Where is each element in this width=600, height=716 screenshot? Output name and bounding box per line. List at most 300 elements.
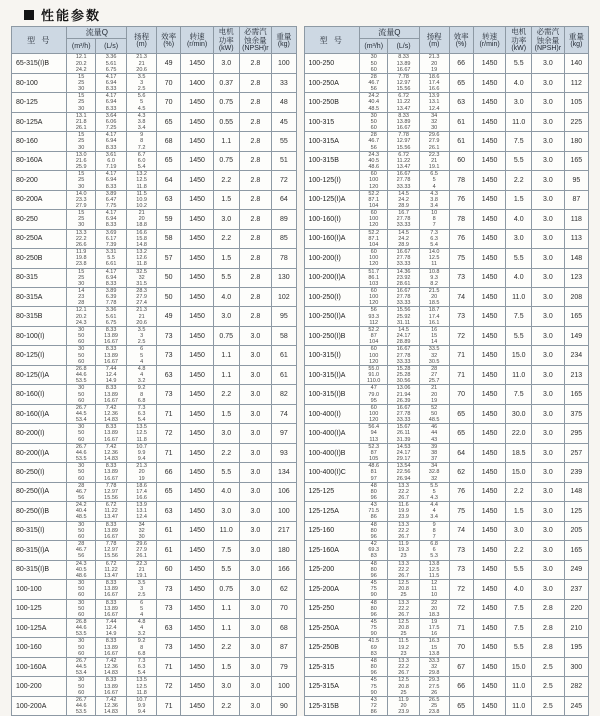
efficiency-cell: 73 bbox=[157, 638, 181, 657]
npsh-cell: 3.0 bbox=[239, 618, 272, 637]
flow-ls-cell: 11.6 19.9 23.9 bbox=[388, 502, 419, 521]
npsh-cell: 3.0 bbox=[239, 657, 272, 676]
head-cell: 21.3 20 19 bbox=[419, 54, 449, 73]
efficiency-cell: 74 bbox=[449, 521, 473, 540]
flow-ls-cell: 3.36 5.61 6.75 bbox=[95, 54, 126, 73]
weight-cell: 257 bbox=[564, 443, 588, 462]
speed-cell: 1450 bbox=[181, 443, 214, 462]
col-head: 扬程 (m) bbox=[127, 27, 157, 54]
flow-m3h-cell: 52.2 87.1 104 bbox=[359, 229, 387, 248]
head-cell: 4.4 4 3.4 bbox=[419, 502, 449, 521]
model-cell: 125-315B bbox=[304, 696, 359, 715]
weight-cell: 195 bbox=[564, 638, 588, 657]
weight-cell: 237 bbox=[564, 580, 588, 599]
speed-cell: 1450 bbox=[181, 268, 214, 287]
power-cell: 7.5 bbox=[506, 599, 532, 618]
efficiency-cell: 61 bbox=[157, 521, 181, 540]
model-cell: 100-160A bbox=[12, 657, 67, 676]
npsh-cell: 3.0 bbox=[239, 541, 272, 560]
model-cell: 125-160 bbox=[304, 521, 359, 540]
weight-cell: 148 bbox=[564, 249, 588, 268]
npsh-cell: 2.8 bbox=[239, 249, 272, 268]
flow-ls-cell: 7.78 12.97 15.56 bbox=[388, 132, 419, 151]
model-cell: 125-315A bbox=[304, 677, 359, 696]
head-cell: 13.2 12.6 11.8 bbox=[127, 249, 157, 268]
speed-cell: 1450 bbox=[181, 171, 214, 190]
efficiency-cell: 63 bbox=[157, 618, 181, 637]
table-row bbox=[12, 560, 297, 579]
efficiency-cell: 61 bbox=[157, 541, 181, 560]
flow-m3h-cell: 48 80 96 bbox=[359, 657, 387, 676]
npsh-cell: 3.0 bbox=[532, 210, 565, 229]
npsh-cell: 3.0 bbox=[239, 346, 272, 365]
npsh-cell: 3.0 bbox=[532, 424, 565, 443]
power-cell: 11.0 bbox=[506, 288, 532, 307]
flow-m3h-cell: 11.9 19.8 23.8 bbox=[67, 249, 95, 268]
head-cell: 6.7 6.0 5.4 bbox=[127, 151, 157, 170]
model-cell: 100-315(I)B bbox=[304, 385, 359, 404]
speed-cell: 1450 bbox=[473, 657, 506, 676]
model-cell: 125-250B bbox=[304, 638, 359, 657]
head-cell: 14.0 12.5 11 bbox=[419, 249, 449, 268]
table-row bbox=[12, 502, 297, 521]
power-cell: 1.1 bbox=[213, 132, 239, 151]
weight-cell: 100 bbox=[272, 54, 296, 73]
flow-ls-cell: 3.89 6.39 7.78 bbox=[95, 288, 126, 307]
flow-m3h-cell: 45 75 90 bbox=[359, 618, 387, 637]
power-cell: 1.5 bbox=[506, 190, 532, 209]
npsh-cell: 3.0 bbox=[532, 502, 565, 521]
npsh-cell: 3.0 bbox=[532, 73, 565, 92]
table-row bbox=[304, 132, 589, 151]
npsh-cell: 3.0 bbox=[239, 463, 272, 482]
flow-m3h-cell: 43 72 86 bbox=[359, 696, 387, 715]
efficiency-cell: 70 bbox=[157, 73, 181, 92]
flow-m3h-cell: 48 80 96 bbox=[359, 482, 387, 501]
weight-cell: 148 bbox=[564, 482, 588, 501]
head-cell: 19 17.5 16 bbox=[419, 618, 449, 637]
weight-cell: 225 bbox=[564, 112, 588, 131]
weight-cell: 33 bbox=[272, 73, 296, 92]
efficiency-cell: 67 bbox=[449, 657, 473, 676]
square-bullet-icon bbox=[24, 10, 34, 20]
efficiency-cell: 71 bbox=[449, 618, 473, 637]
flow-m3h-cell: 41.5 69 83 bbox=[359, 638, 387, 657]
power-cell: 4.0 bbox=[213, 288, 239, 307]
head-cell: 46 44 43 bbox=[419, 424, 449, 443]
table-row bbox=[12, 93, 297, 112]
power-cell: 0.75 bbox=[213, 326, 239, 345]
head-cell: 10.8 9.3 8.2 bbox=[419, 268, 449, 287]
model-cell: 100-200A bbox=[12, 696, 67, 715]
power-cell: 1.5 bbox=[506, 502, 532, 521]
model-cell: 80-250A bbox=[12, 229, 67, 248]
head-cell: 5.6 5 4.5 bbox=[127, 93, 157, 112]
table-row bbox=[12, 132, 297, 151]
npsh-cell: 2.8 bbox=[239, 210, 272, 229]
power-cell: 1.1 bbox=[213, 365, 239, 384]
power-cell: 7.5 bbox=[506, 385, 532, 404]
table-row bbox=[12, 482, 297, 501]
head-cell: 29.6 27.9 26.1 bbox=[127, 541, 157, 560]
head-cell: 18.6 17.4 16.6 bbox=[127, 482, 157, 501]
model-cell: 100-125A bbox=[12, 618, 67, 637]
col-model: 型 号 bbox=[12, 27, 67, 54]
npsh-cell: 3.0 bbox=[532, 268, 565, 287]
speed-cell: 1450 bbox=[473, 443, 506, 462]
flow-ls-cell: 13.3 22.2 26.7 bbox=[388, 482, 419, 501]
efficiency-cell: 49 bbox=[157, 54, 181, 73]
weight-cell: 123 bbox=[564, 268, 588, 287]
efficiency-cell: 73 bbox=[157, 385, 181, 404]
efficiency-cell: 64 bbox=[157, 171, 181, 190]
head-cell: 3.5 3 2.5 bbox=[127, 73, 157, 92]
power-cell: 11.0 bbox=[506, 677, 532, 696]
model-cell: 80-315(I)B bbox=[12, 560, 67, 579]
model-cell: 80-125(I)A bbox=[12, 365, 67, 384]
model-cell: 100-250(I) bbox=[304, 288, 359, 307]
speed-cell: 1450 bbox=[181, 404, 214, 423]
npsh-cell: 3.0 bbox=[532, 249, 565, 268]
speed-cell: 1450 bbox=[473, 132, 506, 151]
flow-m3h-cell: 14.0 23.3 27.9 bbox=[67, 190, 95, 209]
head-cell: 3.5 3 2.5 bbox=[127, 326, 157, 345]
table-row bbox=[304, 404, 589, 423]
flow-ls-cell: 6.72 11.22 13.47 bbox=[95, 502, 126, 521]
weight-cell: 93 bbox=[272, 443, 296, 462]
head-cell: 9 8 7.2 bbox=[127, 132, 157, 151]
head-cell: 6 5 4 bbox=[127, 599, 157, 618]
flow-m3h-cell: 55.0 91.0 110.0 bbox=[359, 365, 387, 384]
flow-m3h-cell: 28 46.7 56 bbox=[67, 541, 95, 560]
power-cell: 5.5 bbox=[213, 463, 239, 482]
npsh-cell: 3.0 bbox=[239, 424, 272, 443]
power-cell: 3.0 bbox=[506, 229, 532, 248]
flow-m3h-cell: 30 50 60 bbox=[67, 521, 95, 540]
head-cell: 4.3 3.8 3.4 bbox=[419, 190, 449, 209]
head-cell: 7.3 6.3 5.4 bbox=[127, 657, 157, 676]
flow-ls-cell: 8.33 13.89 16.67 bbox=[95, 424, 126, 443]
model-cell: 80-250(I)B bbox=[12, 502, 67, 521]
efficiency-cell: 71 bbox=[449, 346, 473, 365]
flow-m3h-cell: 12.1 20.2 24.2 bbox=[67, 54, 95, 73]
power-cell: 1.1 bbox=[213, 599, 239, 618]
speed-cell: 1450 bbox=[181, 580, 214, 599]
model-cell: 100-400(I)A bbox=[304, 424, 359, 443]
efficiency-cell: 49 bbox=[157, 307, 181, 326]
npsh-cell: 2.8 bbox=[239, 288, 272, 307]
flow-m3h-cell: 15 25 30 bbox=[67, 93, 95, 112]
flow-m3h-cell: 60 100 120 bbox=[359, 288, 387, 307]
model-cell: 100-200 bbox=[12, 677, 67, 696]
npsh-cell: 3.0 bbox=[532, 404, 565, 423]
head-cell: 21.3 21 20.6 bbox=[127, 307, 157, 326]
npsh-cell: 3.0 bbox=[532, 521, 565, 540]
efficiency-cell: 57 bbox=[157, 249, 181, 268]
flow-m3h-cell: 52.3 87 105 bbox=[359, 443, 387, 462]
speed-cell: 1450 bbox=[473, 365, 506, 384]
power-cell: 1.5 bbox=[213, 249, 239, 268]
power-cell: 2.2 bbox=[213, 696, 239, 715]
head-cell: 22.3 21 19.1 bbox=[419, 151, 449, 170]
weight-cell: 295 bbox=[564, 424, 588, 443]
speed-cell: 1450 bbox=[473, 599, 506, 618]
npsh-cell: 3.0 bbox=[532, 112, 565, 131]
speed-cell: 1450 bbox=[181, 618, 214, 637]
col-power: 电机 功率 (kW) bbox=[506, 27, 532, 54]
head-cell: 10 8 7 bbox=[419, 210, 449, 229]
efficiency-cell: 60 bbox=[449, 151, 473, 170]
efficiency-cell: 65 bbox=[449, 73, 473, 92]
weight-cell: 87 bbox=[272, 638, 296, 657]
weight-cell: 90 bbox=[272, 696, 296, 715]
power-cell: 0.75 bbox=[213, 151, 239, 170]
npsh-cell: 3.0 bbox=[532, 482, 565, 501]
npsh-cell: 3.0 bbox=[532, 443, 565, 462]
table-row bbox=[12, 618, 297, 637]
npsh-cell: 2.5 bbox=[532, 657, 565, 676]
flow-ls-cell: 4.17 6.94 8.33 bbox=[95, 93, 126, 112]
speed-cell: 1450 bbox=[473, 696, 506, 715]
flow-m3h-cell: 60 100 120 bbox=[359, 249, 387, 268]
model-cell: 100-200(I)A bbox=[304, 268, 359, 287]
efficiency-cell: 73 bbox=[449, 268, 473, 287]
head-cell: 13.8 12.5 11.5 bbox=[419, 560, 449, 579]
weight-cell: 239 bbox=[564, 463, 588, 482]
table-row bbox=[304, 443, 589, 462]
flow-ls-cell: 12.5 20.8 25 bbox=[388, 677, 419, 696]
efficiency-cell: 72 bbox=[157, 424, 181, 443]
model-cell: 125-160A bbox=[304, 541, 359, 560]
weight-cell: 165 bbox=[564, 385, 588, 404]
model-cell: 80-200(I)A bbox=[12, 443, 67, 462]
flow-m3h-cell: 42 69.3 83 bbox=[359, 541, 387, 560]
speed-cell: 1450 bbox=[181, 93, 214, 112]
model-cell: 125-125A bbox=[304, 502, 359, 521]
flow-ls-cell: 12.5 20.8 25 bbox=[388, 618, 419, 637]
npsh-cell: 3.0 bbox=[239, 638, 272, 657]
table-row bbox=[304, 560, 589, 579]
power-cell: 4.0 bbox=[506, 210, 532, 229]
flow-ls-cell: 7.42 12.36 14.83 bbox=[95, 657, 126, 676]
model-cell: 100-250(I)B bbox=[304, 326, 359, 345]
power-cell: 11.0 bbox=[506, 112, 532, 131]
flow-ls-cell: 13.3 22.2 26.7 bbox=[388, 521, 419, 540]
model-cell: 100-400(I)B bbox=[304, 443, 359, 462]
npsh-cell: 2.8 bbox=[239, 112, 272, 131]
flow-m3h-cell: 30 50 60 bbox=[67, 580, 95, 599]
speed-cell: 1450 bbox=[473, 541, 506, 560]
power-cell: 4.0 bbox=[213, 482, 239, 501]
flow-m3h-cell: 52.2 87.1 104 bbox=[359, 190, 387, 209]
flow-m3h-cell: 13.1 21.8 26.1 bbox=[67, 112, 95, 131]
efficiency-cell: 75 bbox=[449, 249, 473, 268]
power-cell: 4.0 bbox=[506, 580, 532, 599]
flow-ls-cell: 8.33 13.89 16.67 bbox=[388, 112, 419, 131]
table-row bbox=[12, 171, 297, 190]
npsh-cell: 3.0 bbox=[239, 580, 272, 599]
model-cell: 80-125A bbox=[12, 112, 67, 131]
efficiency-cell: 61 bbox=[449, 132, 473, 151]
performance-table-left bbox=[11, 26, 297, 716]
power-cell: 2.2 bbox=[506, 482, 532, 501]
npsh-cell: 3.0 bbox=[239, 385, 272, 404]
npsh-cell: 3.0 bbox=[532, 307, 565, 326]
model-cell: 80-200(I) bbox=[12, 424, 67, 443]
efficiency-cell: 64 bbox=[449, 443, 473, 462]
weight-cell: 74 bbox=[272, 404, 296, 423]
efficiency-cell: 73 bbox=[449, 560, 473, 579]
flow-m3h-cell: 26.8 44.6 53.5 bbox=[67, 365, 95, 384]
flow-ls-cell: 8.33 13.89 16.67 bbox=[95, 326, 126, 345]
flow-ls-cell: 13.54 22.56 26.94 bbox=[388, 463, 419, 482]
flow-ls-cell: 4.17 6.94 8.33 bbox=[95, 171, 126, 190]
speed-cell: 1450 bbox=[181, 560, 214, 579]
col-npsh: 必需汽 蚀余量 (NPSH)r bbox=[239, 27, 272, 54]
power-cell: 11.0 bbox=[506, 365, 532, 384]
weight-cell: 208 bbox=[564, 288, 588, 307]
weight-cell: 68 bbox=[272, 618, 296, 637]
flow-m3h-cell: 60 100 120 bbox=[359, 404, 387, 423]
flow-m3h-cell: 52.2 87 104 bbox=[359, 326, 387, 345]
weight-cell: 249 bbox=[564, 560, 588, 579]
efficiency-cell: 66 bbox=[449, 54, 473, 73]
head-cell: 6.5 5 4 bbox=[419, 171, 449, 190]
power-cell: 2.2 bbox=[213, 229, 239, 248]
weight-cell: 213 bbox=[564, 365, 588, 384]
flow-m3h-cell: 56.4 94 113 bbox=[359, 424, 387, 443]
speed-cell: 1450 bbox=[181, 288, 214, 307]
flow-ls-cell: 7.78 12.97 15.56 bbox=[388, 73, 419, 92]
power-cell: 3.0 bbox=[213, 54, 239, 73]
npsh-cell: 3.0 bbox=[532, 229, 565, 248]
col-weight: 重量 (kg) bbox=[272, 27, 296, 54]
power-cell: 15.0 bbox=[506, 463, 532, 482]
efficiency-cell: 66 bbox=[157, 463, 181, 482]
weight-cell: 85 bbox=[272, 229, 296, 248]
model-cell: 80-125(I) bbox=[12, 346, 67, 365]
head-cell: 21.3 20 19 bbox=[127, 463, 157, 482]
model-cell: 80-315(I) bbox=[12, 521, 67, 540]
model-cell: 80-160 bbox=[12, 132, 67, 151]
table-row bbox=[304, 73, 589, 92]
flow-m3h-cell: 30 50 60 bbox=[67, 424, 95, 443]
speed-cell: 1450 bbox=[181, 307, 214, 326]
flow-ls-cell: 14.53 24.17 29.17 bbox=[388, 443, 419, 462]
power-cell: 7.5 bbox=[506, 132, 532, 151]
efficiency-cell: 61 bbox=[449, 112, 473, 131]
weight-cell: 180 bbox=[564, 132, 588, 151]
weight-cell: 79 bbox=[272, 657, 296, 676]
power-cell: 0.55 bbox=[213, 112, 239, 131]
weight-cell: 166 bbox=[272, 560, 296, 579]
table-row bbox=[12, 696, 297, 715]
col-flow-ls: (L/s) bbox=[388, 39, 419, 54]
power-cell: 5.5 bbox=[213, 560, 239, 579]
flow-m3h-cell: 30 50 60 bbox=[67, 463, 95, 482]
power-cell: 11.0 bbox=[213, 521, 239, 540]
npsh-cell: 3.0 bbox=[532, 346, 565, 365]
efficiency-cell: 71 bbox=[157, 696, 181, 715]
weight-cell: 82 bbox=[272, 385, 296, 404]
head-cell: 22.3 21 19.1 bbox=[127, 560, 157, 579]
speed-cell: 1450 bbox=[181, 346, 214, 365]
speed-cell: 1450 bbox=[181, 482, 214, 501]
table-row bbox=[304, 249, 589, 268]
table-row bbox=[304, 502, 589, 521]
weight-cell: 217 bbox=[272, 521, 296, 540]
weight-cell: 375 bbox=[564, 404, 588, 423]
flow-m3h-cell: 15 25 30 bbox=[67, 132, 95, 151]
flow-ls-cell: 13.06 21.94 26.39 bbox=[388, 385, 419, 404]
speed-cell: 1450 bbox=[473, 210, 506, 229]
model-cell: 100-250A bbox=[304, 73, 359, 92]
table-body bbox=[12, 54, 297, 716]
table-row bbox=[304, 171, 589, 190]
speed-cell: 1450 bbox=[181, 326, 214, 345]
table-row bbox=[304, 599, 589, 618]
power-cell: 0.75 bbox=[213, 93, 239, 112]
table-row bbox=[304, 210, 589, 229]
power-cell: 0.75 bbox=[213, 580, 239, 599]
npsh-cell: 3.0 bbox=[239, 696, 272, 715]
efficiency-cell: 73 bbox=[449, 307, 473, 326]
weight-cell: 48 bbox=[272, 93, 296, 112]
speed-cell: 1450 bbox=[473, 618, 506, 637]
efficiency-cell: 63 bbox=[157, 190, 181, 209]
col-flow-m3h: (m³/h) bbox=[67, 39, 95, 54]
model-cell: 80-250 bbox=[12, 210, 67, 229]
flow-m3h-cell: 24.2 40.4 48.5 bbox=[359, 93, 387, 112]
flow-ls-cell: 7.42 12.36 14.83 bbox=[95, 696, 126, 715]
weight-cell: 51 bbox=[272, 151, 296, 170]
npsh-cell: 2.8 bbox=[239, 190, 272, 209]
head-cell: 16.3 15 13.8 bbox=[419, 638, 449, 657]
power-cell: 5.5 bbox=[506, 560, 532, 579]
head-cell: 6.8 6 5.3 bbox=[419, 541, 449, 560]
table-row bbox=[304, 696, 589, 715]
model-cell: 100-125(I) bbox=[304, 171, 359, 190]
speed-cell: 1450 bbox=[473, 288, 506, 307]
flow-ls-cell: 6.72 11.22 13.47 bbox=[388, 151, 419, 170]
speed-cell: 1450 bbox=[473, 580, 506, 599]
table-row bbox=[12, 73, 297, 92]
table-row bbox=[12, 249, 297, 268]
head-cell: 22 20 18.3 bbox=[419, 599, 449, 618]
tables-container bbox=[0, 26, 600, 716]
flow-m3h-cell: 28 46.7 56 bbox=[359, 73, 387, 92]
table-row bbox=[12, 268, 297, 287]
table-row bbox=[12, 580, 297, 599]
flow-ls-cell: 7.44 12.4 14.9 bbox=[95, 365, 126, 384]
table-row bbox=[304, 54, 589, 73]
npsh-cell: 3.0 bbox=[239, 677, 272, 696]
flow-ls-cell: 8.33 13.89 16.67 bbox=[388, 54, 419, 73]
weight-cell: 78 bbox=[272, 249, 296, 268]
model-cell: 100-400(I)C bbox=[304, 463, 359, 482]
efficiency-cell: 72 bbox=[449, 580, 473, 599]
speed-cell: 1450 bbox=[473, 502, 506, 521]
flow-m3h-cell: 60 100 120 bbox=[359, 171, 387, 190]
flow-ls-cell: 8.33 13.89 16.67 bbox=[95, 599, 126, 618]
table-row bbox=[304, 365, 589, 384]
power-cell: 1.5 bbox=[213, 404, 239, 423]
model-cell: 80-315A bbox=[12, 288, 67, 307]
head-cell: 9.2 8 6.8 bbox=[127, 638, 157, 657]
weight-cell: 55 bbox=[272, 132, 296, 151]
power-cell: 5.5 bbox=[506, 638, 532, 657]
flow-m3h-cell: 26.7 44.6 53.5 bbox=[67, 696, 95, 715]
